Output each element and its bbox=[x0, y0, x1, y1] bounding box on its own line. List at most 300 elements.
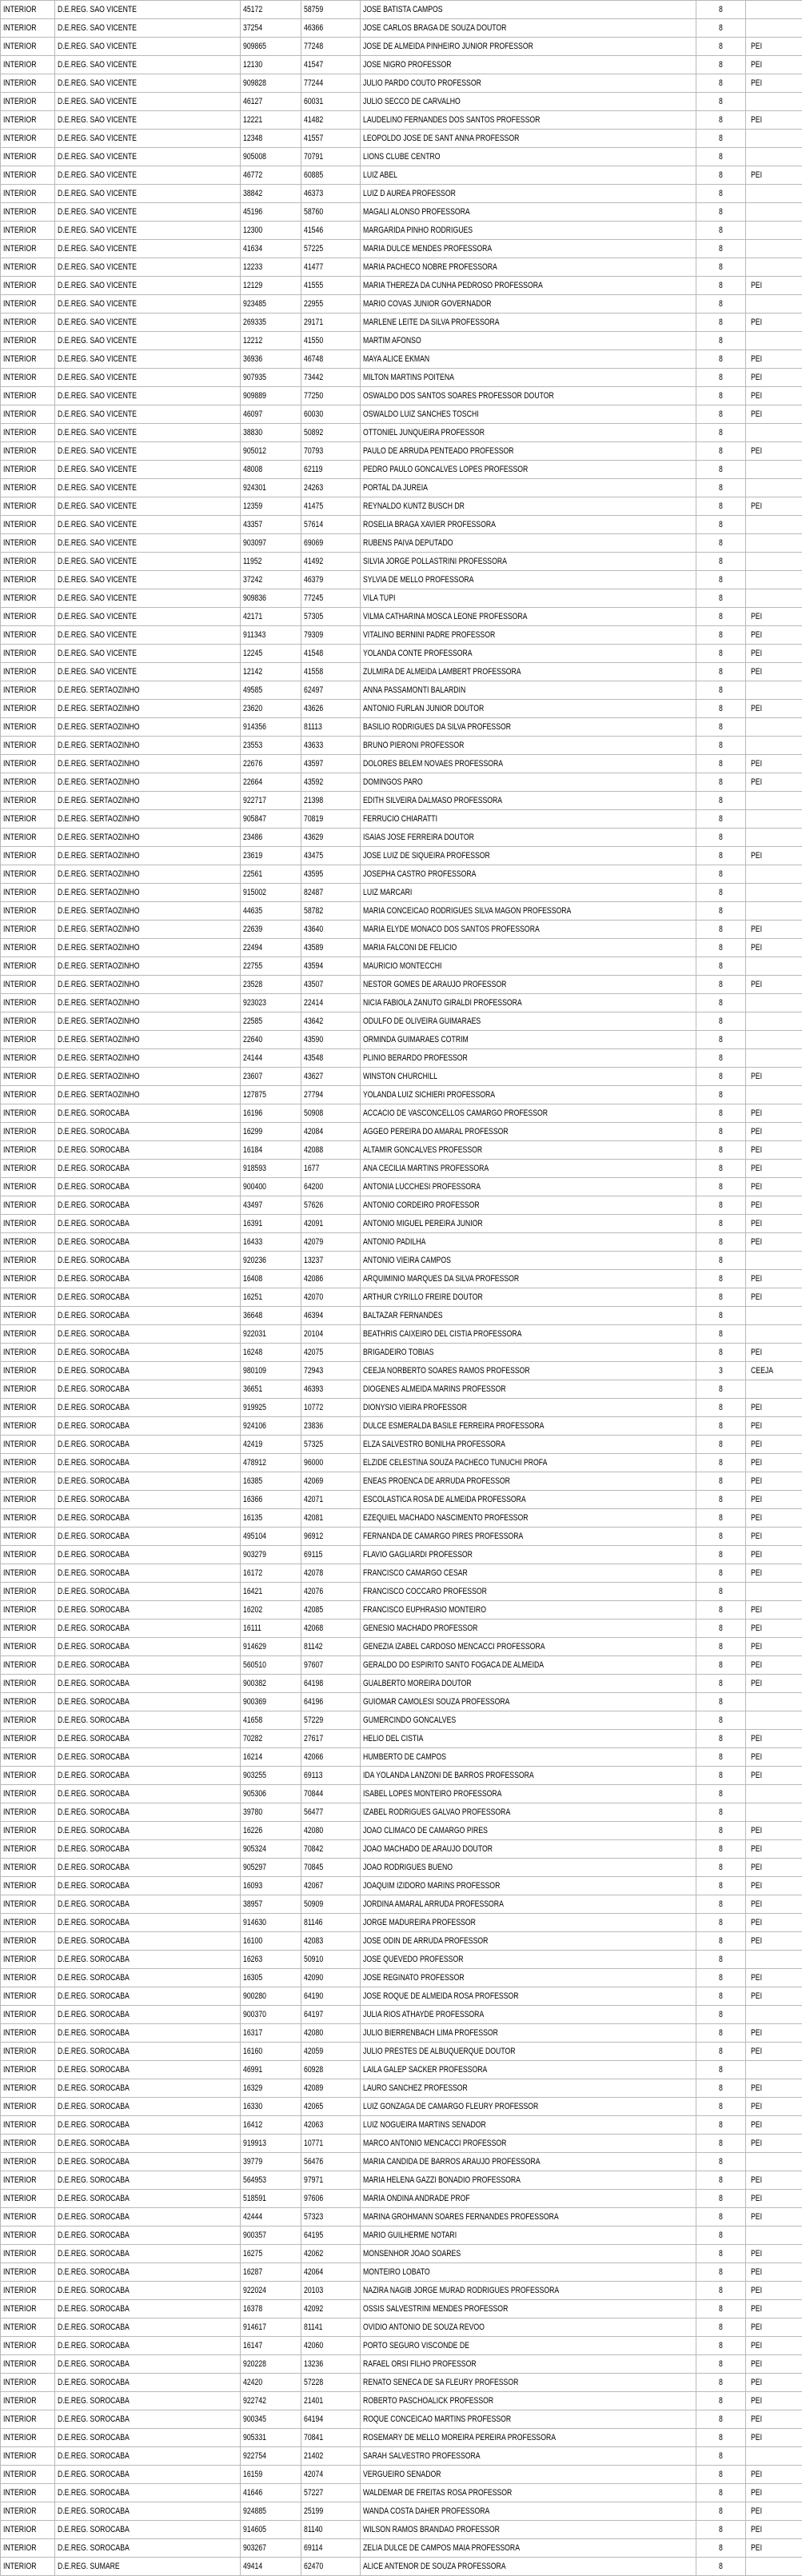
table-row bbox=[1, 314, 802, 332]
program-cell bbox=[746, 810, 802, 829]
cell-text: D.E.REG. SOROCABA bbox=[58, 2080, 130, 2097]
code-cell bbox=[241, 2429, 301, 2447]
cell-text: 41634 bbox=[243, 241, 262, 258]
program-cell bbox=[746, 1491, 802, 1509]
cell-text: INTERIOR bbox=[3, 1951, 37, 1968]
cell-text: BEATHRIS CAIXEIRO DEL CISTIA PROFESSORA bbox=[363, 1326, 521, 1343]
count-cell bbox=[696, 2392, 746, 2410]
cell-text: PEI bbox=[751, 2117, 762, 2134]
table-row bbox=[1, 166, 802, 185]
directorate-cell bbox=[55, 1711, 241, 1730]
cell-text: 8 bbox=[719, 1915, 723, 1931]
directorate-cell bbox=[55, 902, 241, 921]
cell-text: 57225 bbox=[304, 241, 323, 258]
cell-text: INTERIOR bbox=[3, 2319, 37, 2336]
cell-text: PEI bbox=[751, 1510, 762, 1527]
cell-text: 16251 bbox=[243, 1289, 262, 1306]
cell-text: PEI bbox=[751, 2025, 762, 2042]
cell-text: PEI bbox=[751, 645, 762, 662]
cell-text: 43357 bbox=[243, 517, 262, 533]
table-row bbox=[1, 203, 802, 222]
program-cell bbox=[746, 2466, 802, 2484]
count-cell bbox=[696, 2190, 746, 2208]
table-row bbox=[1, 38, 802, 56]
cell-text: INTERIOR bbox=[3, 2227, 37, 2244]
program-cell bbox=[746, 1546, 802, 1564]
school-name-cell bbox=[361, 1877, 696, 1895]
cell-text: 8 bbox=[719, 2, 723, 18]
cell-text: 16248 bbox=[243, 1344, 262, 1361]
school-name-cell bbox=[361, 1803, 696, 1822]
cell-text: INTERIOR bbox=[3, 1859, 37, 1876]
cell-text: 8 bbox=[719, 1933, 723, 1950]
cell-text: PEI bbox=[751, 1767, 762, 1784]
cell-text: INTERIOR bbox=[3, 1124, 37, 1140]
cell-text: ROBERTO PASCHOALICK PROFESSOR bbox=[363, 2393, 493, 2410]
cell-text: PEI bbox=[751, 1216, 762, 1232]
cell-text: 39780 bbox=[243, 1804, 262, 1821]
cell-text: 22561 bbox=[243, 866, 262, 883]
cell-text: LUIZ ABEL bbox=[363, 167, 397, 184]
id-cell bbox=[301, 1012, 361, 1031]
cell-text: 8 bbox=[719, 793, 723, 809]
table-row bbox=[1, 332, 802, 350]
code-cell bbox=[241, 626, 301, 645]
cell-text: INTERIOR bbox=[3, 1142, 37, 1159]
directorate-cell bbox=[55, 1693, 241, 1711]
directorate-cell bbox=[55, 277, 241, 295]
id-cell bbox=[301, 1951, 361, 1969]
program-cell bbox=[746, 1675, 802, 1693]
cell-text: D.E.REG. SERTAOZINHO bbox=[58, 866, 139, 883]
directorate-cell bbox=[55, 1748, 241, 1767]
cell-text: CEEJA bbox=[751, 1363, 773, 1380]
count-cell bbox=[696, 1049, 746, 1068]
cell-text: D.E.REG. SERTAOZINHO bbox=[58, 1032, 139, 1048]
cell-text: MARLENE LEITE DA SILVA PROFESSORA bbox=[363, 314, 500, 331]
directorate-cell bbox=[55, 2337, 241, 2355]
region-cell bbox=[1, 1233, 55, 1252]
school-name-cell bbox=[361, 847, 696, 865]
region-cell bbox=[1, 2079, 55, 2098]
code-cell bbox=[241, 1160, 301, 1178]
table-row bbox=[1, 1086, 802, 1104]
table-row bbox=[1, 718, 802, 737]
program-cell bbox=[746, 1528, 802, 1546]
program-cell bbox=[746, 2061, 802, 2079]
school-name-cell bbox=[361, 2153, 696, 2171]
cell-text: PEI bbox=[751, 1970, 762, 1987]
cell-text: D.E.REG. SOROCABA bbox=[58, 1197, 130, 1214]
cell-text: JOSE REGINATO PROFESSOR bbox=[363, 1970, 465, 1987]
id-cell bbox=[301, 424, 361, 442]
id-cell bbox=[301, 2227, 361, 2245]
cell-text: 57325 bbox=[304, 1436, 323, 1453]
code-cell bbox=[241, 2098, 301, 2116]
table-row bbox=[1, 994, 802, 1012]
cell-text: NICIA FABIOLA ZANUTO GIRALDI PROFESSORA bbox=[363, 995, 522, 1012]
cell-text: 23486 bbox=[243, 829, 262, 846]
cell-text: 60928 bbox=[304, 2062, 323, 2079]
program-cell bbox=[746, 2098, 802, 2116]
region-cell bbox=[1, 1399, 55, 1417]
table-row bbox=[1, 2153, 802, 2171]
cell-text: LUIZ GONZAGA DE CAMARGO FLEURY PROFESSOR bbox=[363, 2099, 538, 2115]
cell-text: GENEZIA IZABEL CARDOSO MENCACCI PROFESSORA bbox=[363, 1639, 545, 1655]
cell-text: 22494 bbox=[243, 940, 262, 957]
cell-text: 43642 bbox=[304, 1013, 323, 1030]
cell-text: LAILA GALEP SACKER PROFESSORA bbox=[363, 2062, 487, 2079]
count-cell bbox=[696, 957, 746, 976]
cell-text: 903255 bbox=[243, 1767, 266, 1784]
cell-text: INTERIOR bbox=[3, 1565, 37, 1582]
cell-text: INTERIOR bbox=[3, 1804, 37, 1821]
directorate-cell bbox=[55, 2410, 241, 2429]
cell-text: PEI bbox=[751, 2319, 762, 2336]
count-cell bbox=[696, 1583, 746, 1601]
cell-text: 77245 bbox=[304, 590, 323, 607]
count-cell bbox=[696, 1877, 746, 1895]
cell-text: INTERIOR bbox=[3, 1455, 37, 1472]
directorate-cell bbox=[55, 921, 241, 939]
cell-text: 8 bbox=[719, 20, 723, 37]
school-name-cell bbox=[361, 2300, 696, 2318]
table-row bbox=[1, 1711, 802, 1730]
school-name-cell bbox=[361, 1583, 696, 1601]
id-cell bbox=[301, 1160, 361, 1178]
directorate-cell bbox=[55, 203, 241, 222]
cell-text: 42088 bbox=[304, 1142, 323, 1159]
cell-text: 41558 bbox=[304, 664, 323, 681]
cell-text: 69114 bbox=[304, 2540, 323, 2557]
cell-text: 8 bbox=[719, 1492, 723, 1508]
table-row bbox=[1, 1252, 802, 1270]
cell-text: INTERIOR bbox=[3, 1915, 37, 1931]
school-name-cell bbox=[361, 2484, 696, 2502]
region-cell bbox=[1, 1196, 55, 1215]
region-cell bbox=[1, 2024, 55, 2043]
id-cell bbox=[301, 2171, 361, 2190]
cell-text: INTERIOR bbox=[3, 2338, 37, 2354]
id-cell bbox=[301, 810, 361, 829]
table-row bbox=[1, 2263, 802, 2282]
program-cell bbox=[746, 1932, 802, 1951]
table-row bbox=[1, 516, 802, 534]
cell-text: ALTAMIR GONCALVES PROFESSOR bbox=[363, 1142, 482, 1159]
cell-text: 8 bbox=[719, 940, 723, 957]
directorate-cell bbox=[55, 2043, 241, 2061]
table-row bbox=[1, 534, 802, 553]
cell-text: 23619 bbox=[243, 848, 262, 865]
school-name-cell bbox=[361, 332, 696, 350]
cell-text: D.E.REG. SOROCABA bbox=[58, 1179, 130, 1196]
code-cell bbox=[241, 2355, 301, 2374]
table-row bbox=[1, 589, 802, 608]
cell-text: 8 bbox=[719, 1841, 723, 1858]
cell-text: D.E.REG. SOROCABA bbox=[58, 1547, 130, 1564]
table-row bbox=[1, 571, 802, 589]
cell-text: 518591 bbox=[243, 2191, 266, 2207]
code-cell bbox=[241, 1252, 301, 1270]
code-cell bbox=[241, 1, 301, 19]
count-cell bbox=[696, 1914, 746, 1932]
table-row bbox=[1, 608, 802, 626]
cell-text: D.E.REG. SOROCABA bbox=[58, 2466, 130, 2483]
table-row bbox=[1, 19, 802, 38]
cell-text: 560510 bbox=[243, 1657, 266, 1674]
cell-text: LAURO SANCHEZ PROFESSOR bbox=[363, 2080, 468, 2097]
id-cell bbox=[301, 2466, 361, 2484]
directorate-cell bbox=[55, 1932, 241, 1951]
cell-text: 8 bbox=[719, 1326, 723, 1343]
cell-text: MARIA THEREZA DA CUNHA PEDROSO PROFESSORA bbox=[363, 278, 543, 294]
school-name-cell bbox=[361, 957, 696, 976]
school-name-cell bbox=[361, 1086, 696, 1104]
cell-text: 8 bbox=[719, 866, 723, 883]
code-cell bbox=[241, 2190, 301, 2208]
program-cell bbox=[746, 626, 802, 645]
cell-text: 22676 bbox=[243, 756, 262, 773]
school-name-cell bbox=[361, 1141, 696, 1160]
school-name-cell bbox=[361, 1031, 696, 1049]
cell-text: INTERIOR bbox=[3, 2080, 37, 2097]
cell-text: INTERIOR bbox=[3, 2062, 37, 2079]
count-cell bbox=[696, 1767, 746, 1785]
school-name-cell bbox=[361, 1528, 696, 1546]
id-cell bbox=[301, 792, 361, 810]
directorate-cell bbox=[55, 1160, 241, 1178]
id-cell bbox=[301, 1031, 361, 1049]
cell-text: MARIA CONCEICAO RODRIGUES SILVA MAGON PROFESSORA bbox=[363, 903, 571, 920]
cell-text: D.E.REG. SOROCABA bbox=[58, 1951, 130, 1968]
region-cell bbox=[1, 1454, 55, 1472]
code-cell bbox=[241, 1436, 301, 1454]
cell-text: 42092 bbox=[304, 2301, 323, 2318]
cell-text: PEI bbox=[751, 1988, 762, 2005]
school-name-cell bbox=[361, 2227, 696, 2245]
cell-text: PEI bbox=[751, 2209, 762, 2226]
cell-text: INTERIOR bbox=[3, 1179, 37, 1196]
region-cell bbox=[1, 148, 55, 166]
region-cell bbox=[1, 571, 55, 589]
program-cell bbox=[746, 479, 802, 497]
cell-text: 50909 bbox=[304, 1896, 323, 1913]
directorate-cell bbox=[55, 2355, 241, 2374]
cell-text: D.E.REG. SERTAOZINHO bbox=[58, 1068, 139, 1085]
region-cell bbox=[1, 1785, 55, 1803]
cell-text: PEI bbox=[751, 278, 762, 294]
cell-text: 16275 bbox=[243, 2246, 262, 2262]
directorate-cell bbox=[55, 2429, 241, 2447]
id-cell bbox=[301, 1141, 361, 1160]
cell-text: D.E.REG. SOROCABA bbox=[58, 2209, 130, 2226]
table-row bbox=[1, 2024, 802, 2043]
code-cell bbox=[241, 737, 301, 755]
cell-text: D.E.REG. SOROCABA bbox=[58, 2301, 130, 2318]
code-cell bbox=[241, 1583, 301, 1601]
school-name-cell bbox=[361, 1601, 696, 1619]
region-cell bbox=[1, 387, 55, 405]
code-cell bbox=[241, 792, 301, 810]
cell-text: PEI bbox=[751, 1142, 762, 1159]
cell-text: MONSENHOR JOAO SOARES bbox=[363, 2246, 461, 2262]
table-row bbox=[1, 1362, 802, 1380]
cell-text: 922754 bbox=[243, 2448, 266, 2465]
school-name-cell bbox=[361, 994, 696, 1012]
table-row bbox=[1, 2098, 802, 2116]
cell-text: 269335 bbox=[243, 314, 266, 331]
cell-text: D.E.REG. SAO VICENTE bbox=[58, 278, 137, 294]
id-cell bbox=[301, 2006, 361, 2024]
id-cell bbox=[301, 2447, 361, 2466]
code-cell bbox=[241, 1270, 301, 1288]
cell-text: 22639 bbox=[243, 921, 262, 938]
program-cell bbox=[746, 516, 802, 534]
cell-text: 50910 bbox=[304, 1951, 323, 1968]
cell-text: 79309 bbox=[304, 627, 323, 644]
region-cell bbox=[1, 1656, 55, 1675]
program-cell bbox=[746, 2024, 802, 2043]
region-cell bbox=[1, 1141, 55, 1160]
cell-text: 72943 bbox=[304, 1363, 323, 1380]
directorate-cell bbox=[55, 810, 241, 829]
cell-text: 64190 bbox=[304, 1988, 323, 2005]
count-cell bbox=[696, 1436, 746, 1454]
cell-text: 8 bbox=[719, 664, 723, 681]
cell-text: INTERIOR bbox=[3, 1749, 37, 1766]
cell-text: MARIA FALCONI DE FELICIO bbox=[363, 940, 457, 957]
table-row bbox=[1, 56, 802, 74]
cell-text: PEI bbox=[751, 2540, 762, 2557]
cell-text: OTTONIEL JUNQUEIRA PROFESSOR bbox=[363, 425, 485, 441]
program-cell bbox=[746, 1086, 802, 1104]
cell-text: PEI bbox=[751, 2356, 762, 2373]
school-name-cell bbox=[361, 1564, 696, 1583]
cell-text: PEI bbox=[751, 1547, 762, 1564]
school-name-cell bbox=[361, 921, 696, 939]
id-cell bbox=[301, 442, 361, 461]
table-row bbox=[1, 2116, 802, 2135]
directorate-cell bbox=[55, 1951, 241, 1969]
table-row bbox=[1, 1031, 802, 1049]
cell-text: 8 bbox=[719, 1160, 723, 1177]
cell-text: 8 bbox=[719, 1565, 723, 1582]
cell-text: D.E.REG. SOROCABA bbox=[58, 1344, 130, 1361]
table-row bbox=[1, 1049, 802, 1068]
directorate-cell bbox=[55, 2374, 241, 2392]
count-cell bbox=[696, 1362, 746, 1380]
cell-text: 8 bbox=[719, 572, 723, 589]
region-cell bbox=[1, 902, 55, 921]
cell-text: 49585 bbox=[243, 682, 262, 699]
count-cell bbox=[696, 497, 746, 516]
code-cell bbox=[241, 2392, 301, 2410]
cell-text: INTERIOR bbox=[3, 645, 37, 662]
count-cell bbox=[696, 1675, 746, 1693]
cell-text: PEI bbox=[751, 2301, 762, 2318]
table-row bbox=[1, 2318, 802, 2337]
program-cell bbox=[746, 1601, 802, 1619]
region-cell bbox=[1, 1748, 55, 1767]
cell-text: 22664 bbox=[243, 774, 262, 791]
cell-text: INTERIOR bbox=[3, 2411, 37, 2428]
code-cell bbox=[241, 240, 301, 258]
cell-text: 8 bbox=[719, 1749, 723, 1766]
id-cell bbox=[301, 1509, 361, 1528]
table-row bbox=[1, 1693, 802, 1711]
cell-text: 11952 bbox=[243, 553, 262, 570]
cell-text: 8 bbox=[719, 2338, 723, 2354]
cell-text: 8 bbox=[719, 443, 723, 460]
id-cell bbox=[301, 681, 361, 700]
cell-text: 43640 bbox=[304, 921, 323, 938]
cell-text: D.E.REG. SAO VICENTE bbox=[58, 186, 137, 202]
directorate-cell bbox=[55, 1012, 241, 1031]
cell-text: 8 bbox=[719, 1068, 723, 1085]
code-cell bbox=[241, 1141, 301, 1160]
code-cell bbox=[241, 2521, 301, 2539]
directorate-cell bbox=[55, 829, 241, 847]
cell-text: D.E.REG. SOROCABA bbox=[58, 2522, 130, 2538]
id-cell bbox=[301, 1, 361, 19]
cell-text: INTERIOR bbox=[3, 1289, 37, 1306]
region-cell bbox=[1, 1086, 55, 1104]
cell-text: 8 bbox=[719, 2209, 723, 2226]
region-cell bbox=[1, 405, 55, 424]
cell-text: 8 bbox=[719, 130, 723, 147]
cell-text: 36651 bbox=[243, 1381, 262, 1398]
count-cell bbox=[696, 2355, 746, 2374]
cell-text: INTERIOR bbox=[3, 149, 37, 166]
program-cell bbox=[746, 2263, 802, 2282]
cell-text: 8 bbox=[719, 1436, 723, 1453]
cell-text: 8 bbox=[719, 2135, 723, 2152]
cell-text: D.E.REG. SAO VICENTE bbox=[58, 590, 137, 607]
cell-text: D.E.REG. SAO VICENTE bbox=[58, 2, 137, 18]
program-cell bbox=[746, 1730, 802, 1748]
id-cell bbox=[301, 645, 361, 663]
cell-text: 57227 bbox=[304, 2485, 323, 2502]
cell-text: 8 bbox=[719, 2485, 723, 2502]
region-cell bbox=[1, 847, 55, 865]
cell-text: INTERIOR bbox=[3, 627, 37, 644]
cell-text: PEI bbox=[751, 1896, 762, 1913]
region-cell bbox=[1, 1325, 55, 1344]
cell-text: PEI bbox=[751, 1602, 762, 1619]
program-cell bbox=[746, 2558, 802, 2576]
cell-text: PEI bbox=[751, 1823, 762, 1839]
id-cell bbox=[301, 2079, 361, 2098]
cell-text: BRIGADEIRO TOBIAS bbox=[363, 1344, 434, 1361]
cell-text: 43627 bbox=[304, 1068, 323, 1085]
count-cell bbox=[696, 166, 746, 185]
region-cell bbox=[1, 2043, 55, 2061]
region-cell bbox=[1, 976, 55, 994]
school-name-cell bbox=[361, 1619, 696, 1638]
directorate-cell bbox=[55, 2006, 241, 2024]
count-cell bbox=[696, 2116, 746, 2135]
cell-text: 97606 bbox=[304, 2191, 323, 2207]
cell-text: D.E.REG. SERTAOZINHO bbox=[58, 848, 139, 865]
school-name-cell bbox=[361, 2447, 696, 2466]
cell-text: 81141 bbox=[304, 2319, 323, 2336]
cell-text: INTERIOR bbox=[3, 333, 37, 349]
id-cell bbox=[301, 1325, 361, 1344]
cell-text: D.E.REG. SOROCABA bbox=[58, 1859, 130, 1876]
program-cell bbox=[746, 718, 802, 737]
table-row bbox=[1, 1288, 802, 1307]
count-cell bbox=[696, 240, 746, 258]
